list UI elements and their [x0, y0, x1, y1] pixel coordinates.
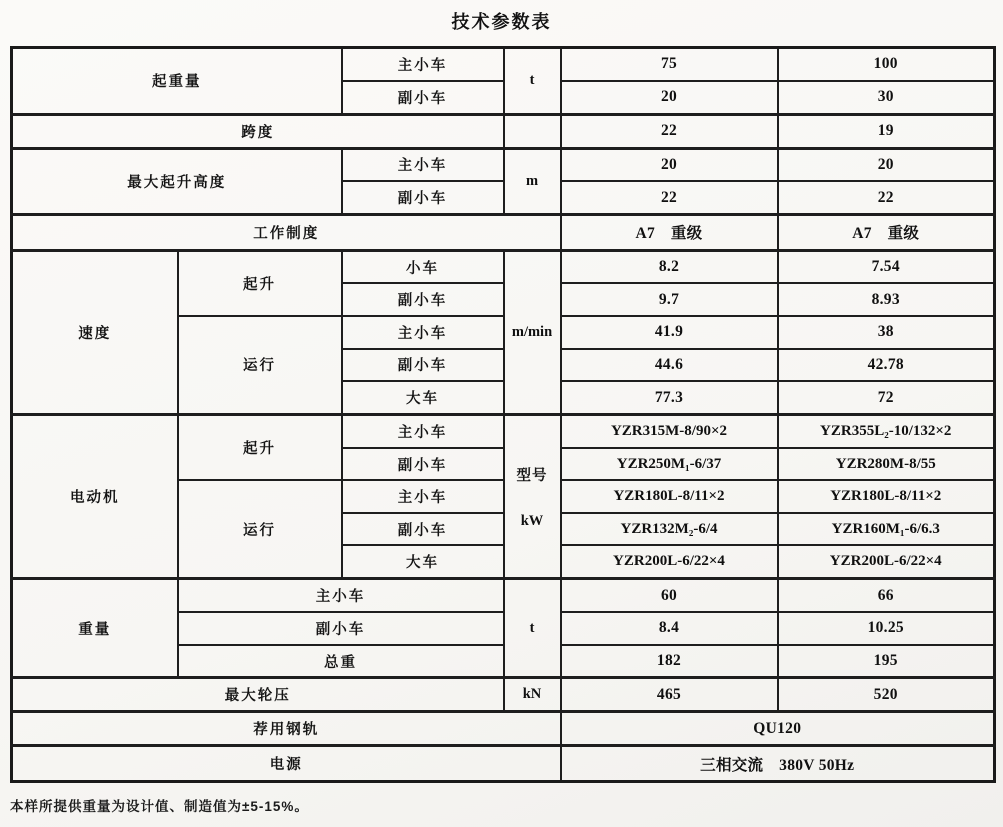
- power-supply-value: 三相交流 380V 50Hz: [561, 746, 995, 782]
- speed-hoist-aux-label: 副小车: [342, 283, 504, 316]
- motor-model-value: YZR132M₂-6/4: [561, 513, 778, 546]
- table-row: [12, 678, 995, 712]
- motor-model-value: YZR160M₁-6/6.3: [778, 513, 995, 546]
- motor-travel-aux-label: 副小车: [342, 513, 504, 546]
- motor-hoist-main-label: 主小车: [342, 414, 504, 447]
- wheel-pressure-value-2: 520: [778, 678, 995, 712]
- technical-parameters-table: [10, 46, 996, 783]
- wheel-pressure-value-1: 465: [561, 678, 778, 712]
- motor-unit-kw-label: kW: [520, 512, 544, 529]
- motor-unit-model-label: 型号: [516, 467, 548, 484]
- table-row: [12, 414, 995, 447]
- lifting-main-value-2: 100: [778, 48, 995, 81]
- duty-class-label: 工作制度: [12, 215, 561, 250]
- height-unit-cell: m: [504, 148, 561, 215]
- speed-hoist-trolley-label: 小车: [342, 250, 504, 283]
- motor-model-value: YZR180L-8/11×2: [778, 480, 995, 513]
- motor-hoist-group-label: 起升: [178, 414, 342, 480]
- speed-label: 速度: [12, 250, 178, 414]
- weight-value: 182: [561, 645, 778, 678]
- weight-unit-cell: t: [504, 579, 561, 678]
- speed-value: 38: [778, 316, 995, 349]
- speed-value: 72: [778, 381, 995, 414]
- max-wheel-pressure-label: 最大轮压: [12, 678, 504, 712]
- height-main-value-1: 20: [561, 148, 778, 181]
- lifting-aux-value-2: 30: [778, 81, 995, 114]
- table-row: [12, 215, 995, 250]
- height-aux-value-1: 22: [561, 181, 778, 214]
- speed-travel-aux-label: 副小车: [342, 349, 504, 382]
- weight-value: 66: [778, 579, 995, 612]
- lifting-main-value-1: 75: [561, 48, 778, 81]
- table-row: [12, 114, 995, 148]
- height-main-value-2: 20: [778, 148, 995, 181]
- span-unit-cell: [504, 114, 561, 148]
- motor-model-value: YZR315M-8/90×2: [561, 414, 778, 447]
- speed-value: 41.9: [561, 316, 778, 349]
- lifting-aux-trolley-label: 副小车: [342, 81, 504, 114]
- speed-value: 8.93: [778, 283, 995, 316]
- weight-total-label: 总重: [178, 645, 504, 678]
- table-row: [12, 148, 995, 181]
- motor-hoist-aux-label: 副小车: [342, 448, 504, 481]
- motor-travel-group-label: 运行: [178, 480, 342, 578]
- motor-model-value: YZR280M-8/55: [778, 448, 995, 481]
- table-row: [12, 48, 995, 81]
- speed-hoist-group-label: 起升: [178, 250, 342, 316]
- speed-value: 9.7: [561, 283, 778, 316]
- motor-travel-main-label: 主小车: [342, 480, 504, 513]
- wheel-pressure-unit-cell: kN: [504, 678, 561, 712]
- table-row: [12, 746, 995, 782]
- motor-model-value: YZR200L-6/22×4: [778, 545, 995, 578]
- recommended-rail-value: QU120: [561, 712, 995, 746]
- height-aux-value-2: 22: [778, 181, 995, 214]
- speed-value: 8.2: [561, 250, 778, 283]
- motor-model-value: YZR180L-8/11×2: [561, 480, 778, 513]
- weight-value: 8.4: [561, 612, 778, 645]
- page-title: 技术参数表: [451, 12, 552, 32]
- table-row: [12, 579, 995, 612]
- speed-value: 7.54: [778, 250, 995, 283]
- speed-travel-group-label: 运行: [178, 316, 342, 414]
- max-lift-height-label: 最大起升高度: [12, 148, 342, 215]
- speed-value: 44.6: [561, 349, 778, 382]
- speed-travel-bridge-label: 大车: [342, 381, 504, 414]
- motor-travel-bridge-label: 大车: [342, 545, 504, 578]
- motor-model-value: YZR250M₁-6/37: [561, 448, 778, 481]
- speed-value: 42.78: [778, 349, 995, 382]
- table-row: [12, 712, 995, 746]
- duty-value-1: A7 重级: [561, 215, 778, 250]
- weight-main-trolley-label: 主小车: [178, 579, 504, 612]
- footnote: 本样所提供重量为设计值、制造值为±5-15%。: [10, 799, 309, 814]
- motor-model-value: YZR200L-6/22×4: [561, 545, 778, 578]
- speed-travel-main-label: 主小车: [342, 316, 504, 349]
- duty-value-2: A7 重级: [778, 215, 995, 250]
- span-value-2: 19: [778, 114, 995, 148]
- weight-value: 195: [778, 645, 995, 678]
- motor-unit-stack: [509, 464, 556, 530]
- power-supply-label: 电源: [12, 746, 561, 782]
- span-value-1: 22: [561, 114, 778, 148]
- motor-label: 电动机: [12, 414, 178, 578]
- motor-model-value: YZR355L₂-10/132×2: [778, 414, 995, 447]
- speed-value: 77.3: [561, 381, 778, 414]
- weight-value: 60: [561, 579, 778, 612]
- lifting-main-trolley-label: 主小车: [342, 48, 504, 81]
- motor-unit-cell: [504, 414, 561, 578]
- speed-unit-cell: m/min: [504, 250, 561, 414]
- lifting-unit-cell: t: [504, 48, 561, 115]
- table-row: [12, 250, 995, 283]
- height-aux-trolley-label: 副小车: [342, 181, 504, 214]
- lifting-aux-value-1: 20: [561, 81, 778, 114]
- weight-aux-trolley-label: 副小车: [178, 612, 504, 645]
- lifting-capacity-label: 起重量: [12, 48, 342, 115]
- weight-value: 10.25: [778, 612, 995, 645]
- weight-label: 重量: [12, 579, 178, 678]
- span-label: 跨度: [12, 114, 504, 148]
- recommended-rail-label: 荐用钢轨: [12, 712, 561, 746]
- height-main-trolley-label: 主小车: [342, 148, 504, 181]
